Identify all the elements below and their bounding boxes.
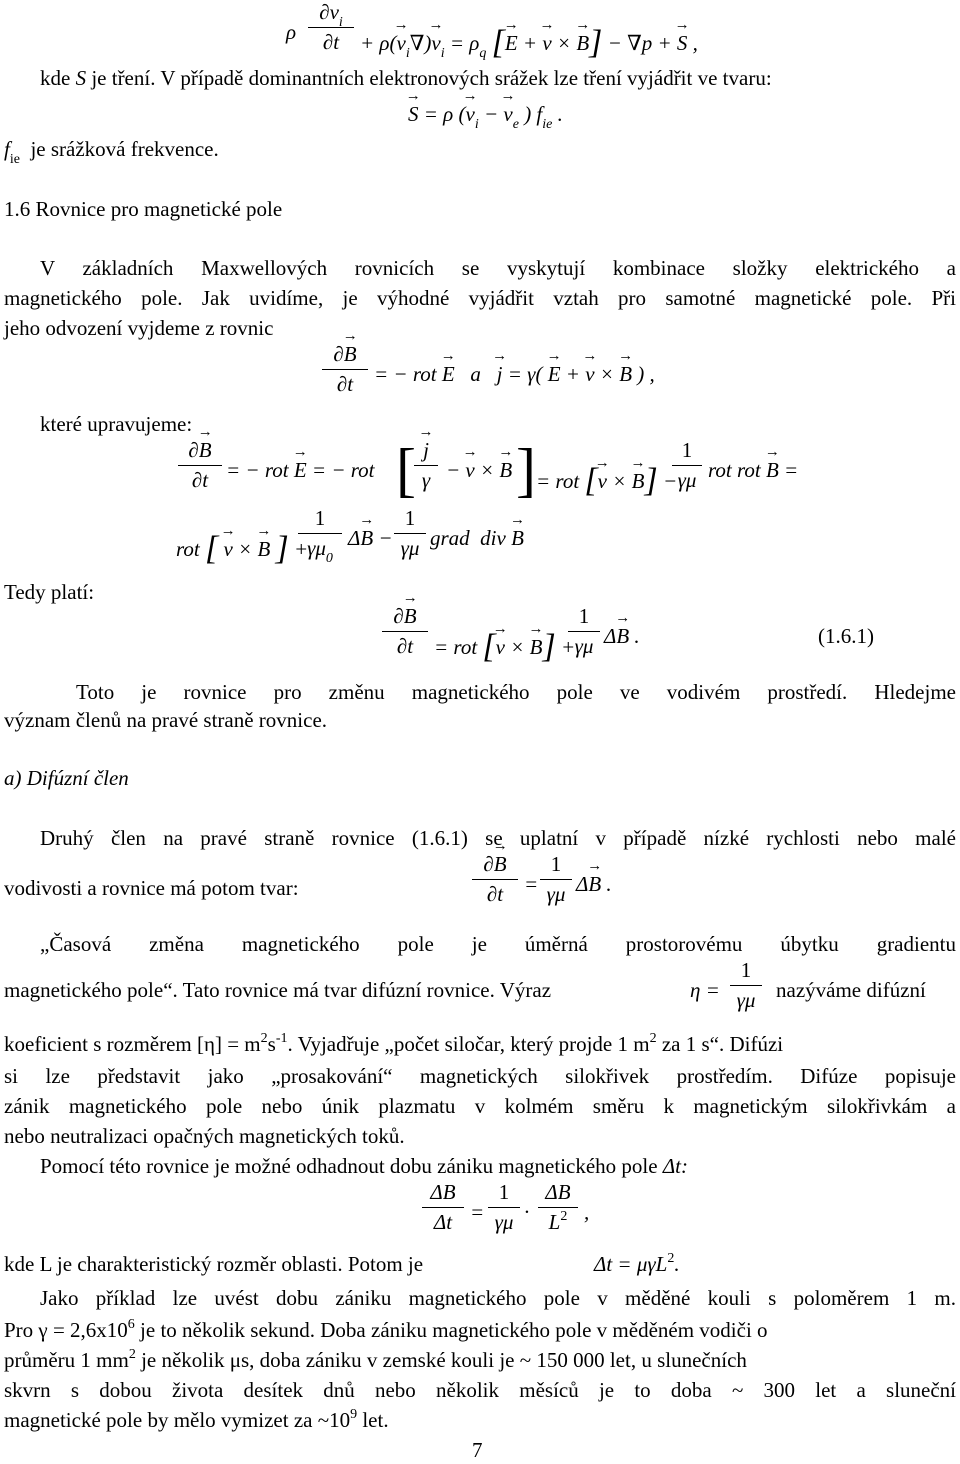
paragraph-4-line-6: nebo neutralizaci opačných magnetických toků.	[4, 1124, 405, 1148]
equation-derivation-1: ∂→ B ∂t = − rot → E = − rot [ → j γ − → v × → B ] = rot [→ v × → B] − 1 γμ rot rot → B =	[178, 438, 798, 508]
paragraph-4-line-2a: magnetického pole“. Tato rovnice má tvar difúzní rovnice. Výraz	[4, 978, 552, 1002]
equation-delta-t: Δt = μγL$^2$.	[594, 1251, 680, 1276]
equation-derivation-2: rot [ → v × → B ] + 1 $\gamma\mu_0$ Δ→ B − 1 γμ grad div → B	[176, 512, 576, 582]
symbol-delta-t: Δt:	[662, 1154, 688, 1178]
text-nekolik-sekund: je to několik sekund. Doba zániku magnetického pole v měděném vodiči o	[140, 1318, 768, 1342]
paragraph-4-line-5: zánik magnetického pole nebo únik plazmatu v kolmém směru k magnetickým silokřivkám a	[4, 1094, 956, 1118]
sup-mm: 2	[128, 1347, 136, 1362]
text-tedy-plati: Tedy platí:	[4, 580, 95, 604]
paragraph-4-line-4: si lze představit jako „prosakování“ magnetických silokřivek prostředím. Difúze popisuje	[4, 1064, 956, 1088]
paragraph-3-line-2: vodivosti a rovnice má potom tvar:	[4, 876, 299, 900]
equation-diffusion: ∂→ B ∂t = 1 γμ Δ→ B .	[472, 852, 642, 922]
paragraph-4-line-1: „Časová změna magnetického pole je úměrná prostorovému úbytku gradientu	[40, 932, 956, 956]
text-prumeru: průměru 1 mm	[4, 1348, 129, 1372]
equation-eta: η = 1 γμ	[690, 958, 770, 1022]
paragraph-1-line-3: jeho odvození vyjdeme z rovnic	[4, 316, 274, 340]
paragraph-6: kde L je charakteristický rozměr oblasti. Potom je	[4, 1252, 424, 1276]
text-pomoci: Pomocí této rovnice je možné odhadnout dobu zániku magnetického pole	[40, 1154, 658, 1178]
text-treni: je tření. V případě dominantních elektronových srážek lze tření vyjádřit ve tvaru:	[91, 66, 772, 90]
text-kde: kde	[40, 66, 71, 90]
text-vyjadruje: . Vyjadřuje „počet siločar, který projde 1 m	[287, 1032, 650, 1056]
symbol-f-sub: ie	[9, 152, 20, 167]
text-line-fie	[4, 137, 219, 167]
text-nekolik-us: je několik μs, doba zániku v zemské kouli je ~ 150 000 let, u slunečních	[141, 1348, 747, 1372]
paragraph-4-line-3	[4, 1032, 783, 1057]
paragraph-2-line-2: význam členů na pravé straně rovnice.	[4, 708, 328, 732]
text-fie-desc: je srážková frekvence.	[30, 137, 219, 161]
equation-decay: ΔB Δt = 1 γμ · ΔB $L^2$ ,	[422, 1180, 602, 1250]
text-za-1-s: za 1 s“. Difúzi	[661, 1032, 784, 1056]
sup-nine: 9	[350, 1407, 358, 1422]
equation-friction: → S = ρ (→ $v_i$ − → $v_e$ ) $f_{ie}$ .	[408, 102, 563, 127]
text-let: let.	[362, 1408, 389, 1432]
equation-momentum: ρ ∂→ $v_i$ ∂t + $\rho(\to v_i\nabla)\to v_i = \rho_q$ [→ E + → v × → B] − ∇p + → S ,	[286, 0, 726, 60]
text-ktere-upravujeme: které upravujeme:	[40, 412, 193, 436]
paragraph-2-line-1: Toto je rovnice pro změnu magnetického pole ve vodivém prostředí. Hledejme	[76, 680, 956, 704]
sup-3: 2	[649, 1031, 657, 1046]
paragraph-4-line-2b: nazýváme difúzní	[776, 978, 926, 1002]
text-koeficient: koeficient s rozměrem [η] = m	[4, 1032, 261, 1056]
equation-number: (1.6.1)	[818, 624, 874, 648]
equation-1-6-1: ∂→ B ∂t = rot [→ v × → B] + 1 γμ Δ→ B .	[382, 604, 652, 674]
symbol-s: S	[75, 66, 87, 90]
paragraph-1-line-1: V základních Maxwellových rovnicích se vyskytují kombinace složky elektrického a	[40, 256, 956, 280]
text-s: s	[267, 1032, 276, 1056]
paragraph-3-line-1: Druhý člen na pravé straně rovnice (1.6.1) se uplatní v případě nízké rychlosti nebo malé	[40, 826, 956, 850]
sup-2: -1	[275, 1031, 288, 1046]
sup-gamma: 6	[127, 1317, 135, 1332]
paragraph-7-line-3	[4, 1348, 747, 1373]
paragraph-7-line-4: skvrn s dobou života desítek dnů nebo několik měsíců je to doba ~ 300 let a sluneční	[4, 1378, 956, 1402]
text-pro-gamma: Pro γ = 2,6x10	[4, 1318, 128, 1342]
paragraph-1-line-2: magnetického pole. Jak uvidíme, je výhodné vyjádřit vztah pro samotné magnetické pole. Při	[4, 286, 956, 310]
paragraph-5-line-1	[40, 1154, 688, 1179]
section-heading: 1.6 Rovnice pro magnetické pole	[4, 197, 283, 221]
page-number: 7	[472, 1438, 483, 1462]
equation-maxwell: ∂→ B ∂t = − rot → E a → j = γ( → E + → v × → B ) ,	[322, 342, 702, 412]
paragraph-7-line-2	[4, 1318, 956, 1343]
symbol-f: f	[4, 137, 10, 161]
paragraph-7-line-5	[4, 1408, 389, 1433]
subsection-heading: a) Difúzní člen	[4, 766, 129, 790]
sup-1: 2	[260, 1031, 268, 1046]
paragraph-7-line-1: Jako příklad lze uvést dobu zániku magnetického pole v měděné kouli s poloměrem 1 m.	[40, 1286, 956, 1310]
text-slunecni-pole: magnetické pole by mělo vymizet za ~10	[4, 1408, 351, 1432]
